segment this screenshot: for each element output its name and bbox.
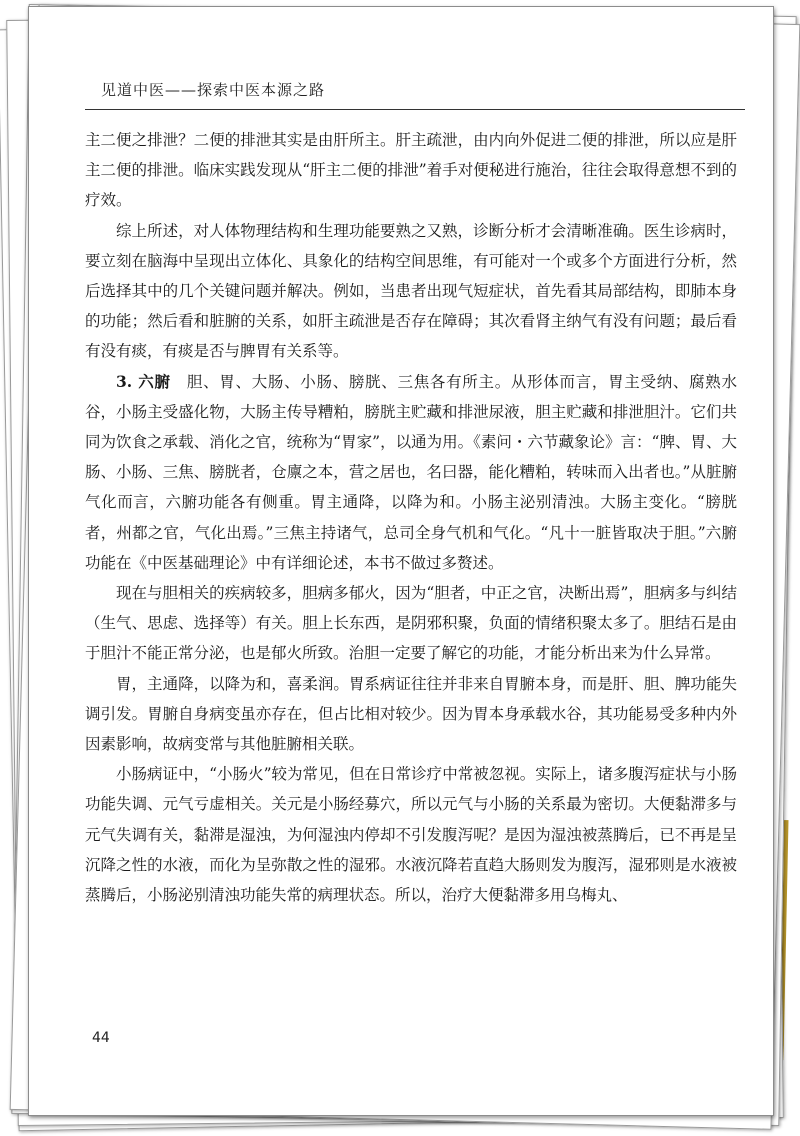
book-page bbox=[28, 6, 774, 1116]
paragraph-3-text: 胆、胃、大肠、小肠、膀胱、三焦各有所主。从形体而言，胃主受纳、腐熟水谷，小肠主受盛化物，大肠主传导糟粕，膀胱主贮藏和排泄尿液，胆主贮藏和排泄胆汁。它们共同为饮食之承载、消化之官，统称为“胃家”，以通为用。《素问・六节藏象论》言：“脾、胃、大肠、小肠、三焦、膀胱者，仓廪之本，营之居也，名曰器，能化糟粕，转味而入出者也。”从脏腑气化而言，六腑功能各有侧重。胃主通降，以降为和。小肠主泌别清浊。大肠主变化。“膀胱者，州都之官，气化出焉。”三焦主持诸气，总司全身气机和气化。“凡十一脏皆取决于胆。”六腑功能在《中医基础理论》中有详细论述，本书不做过多赘述。 bbox=[85, 372, 737, 572]
paragraph-6: 小肠病证中，“小肠火”较为常见，但在日常诊疗中常被忽视。实际上，诸多腹泻症状与小肠功能失调、元气亏虚相关。关元是小肠经募穴，所以元气与小肠的关系最为密切。大便黏滞多与元气失调有关，黏滞是湿浊，为何湿浊内停却不引发腹泻呢？是因为湿浊被蒸腾后，已不再是呈沉降之性的水液，而化为呈弥散之性的湿邪。水液沉降若直趋大肠则发为腹泻，湿邪则是水液被蒸腾后，小肠泌别清浊功能失常的病理状态。所以，治疗大便黏滞多用乌梅丸、 bbox=[85, 765, 737, 905]
section-heading: 3. 六腑 bbox=[116, 371, 171, 391]
paragraph-1: 主二便之排泄？二便的排泄其实是由肝所主。肝主疏泄，由内向外促进二便的排泄，所以应是肝主二便的排泄。临床实践发现从“肝主二便的排泄”着手对便秘进行施治，往往会取得意想不到的疗效。 bbox=[85, 131, 737, 210]
page-number: 44 bbox=[92, 1030, 110, 1046]
paragraph-4: 现在与胆相关的疾病较多，胆病多郁火，因为“胆者，中正之官，决断出焉”，胆病多与纠结（生气、思虑、选择等）有关。胆上长东西，是阴邪积聚，负面的情绪积聚太多了。胆结石是由于胆汁不能正常分泌，也是郁火所致。治胆一定要了解它的功能，才能分析出来为什么异常。 bbox=[85, 584, 737, 663]
header-rule bbox=[85, 109, 745, 110]
paragraph-5: 胃，主通降，以降为和，喜柔润。胃系病证往往并非来自胃腑本身，而是肝、胆、脾功能失调引发。胃腑自身病变虽亦存在，但占比相对较少。因为胃本身承载水谷，其功能易受多种内外因素影响，故病变常与其他脏腑相关联。 bbox=[85, 674, 737, 754]
paragraph-3 bbox=[85, 367, 737, 578]
paragraph-2: 综上所述，对人体物理结构和生理功能要熟之又熟，诊断分析才会清晰准确。医生诊病时，要立刻在脑海中呈现出立体化、具象化的结构空间思维，有可能对一个或多个方面进行分析，然后选择其中的几个关键问题并解决。例如，当患者出现气短症状，首先看其局部结构，即肺本身的功能；然后看和脏腑的关系，如肝主疏泄是否存在障碍；其次看肾主纳气有没有问题；最后看有没有痰，有痰是否与脾胃有关系等。 bbox=[85, 221, 737, 361]
running-head: 见道中医——探索中医本源之路 bbox=[101, 81, 326, 99]
page-body bbox=[85, 125, 737, 910]
